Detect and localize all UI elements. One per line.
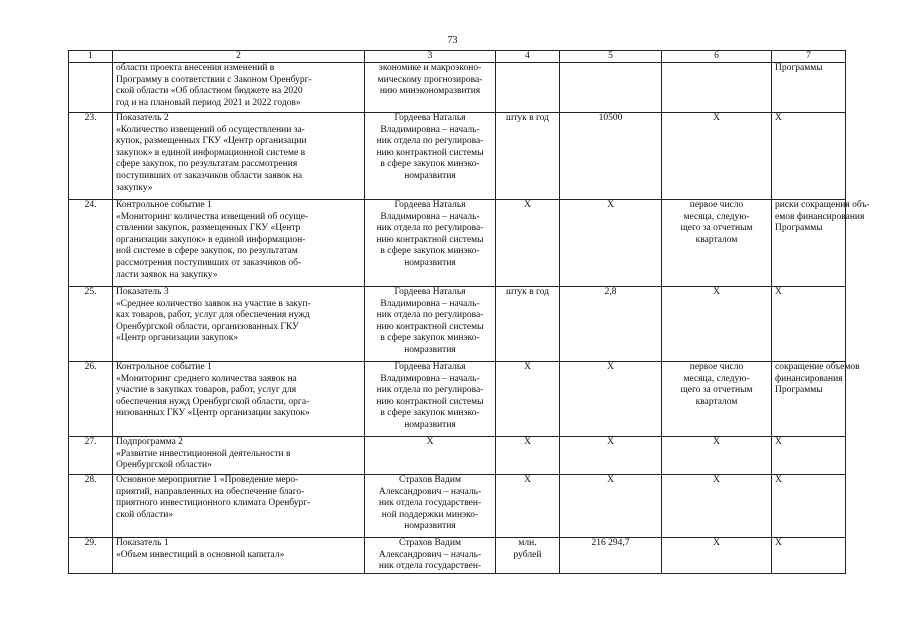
- deadline-cell: [662, 63, 772, 113]
- value-cell: [560, 287, 662, 362]
- table-row: [69, 113, 846, 200]
- column-number-header-row: [69, 51, 846, 63]
- cell-text-line: Владимировна – началь-: [380, 124, 480, 135]
- program-table: [68, 50, 870, 574]
- cell-text-line: 2,8: [604, 287, 617, 297]
- column-header: 4: [496, 51, 560, 63]
- row-number-cell: 26.: [69, 362, 113, 437]
- risk-cell: [772, 63, 846, 113]
- cell-text-line: области проекта внесения изменений в: [116, 63, 275, 73]
- cell-text-line: X: [775, 475, 782, 485]
- cell-text-line: Страхов Вадим: [399, 538, 461, 548]
- cell-text-line: мическому прогнозирова-: [377, 74, 483, 85]
- row-number-cell: [69, 63, 113, 113]
- cell-text-line: Александрович – началь-: [378, 486, 482, 497]
- cell-text-line: «Объем инвестиций в основной капитал»: [116, 549, 285, 560]
- row-number-cell: 24.: [69, 200, 113, 287]
- table-row: [69, 437, 846, 475]
- responsible-cell: [365, 437, 496, 475]
- unit-cell: [496, 200, 560, 287]
- cell-text-line: Оренбургской области, организованных ГКУ: [116, 321, 299, 332]
- cell-text-line: штук в год: [506, 113, 549, 123]
- cell-text-line: «Центр организации закупок»: [116, 333, 239, 344]
- responsible-cell: [365, 538, 496, 574]
- cell-text-line: закупок» в единой информационной системе в: [116, 147, 306, 158]
- cell-text-line: Программы: [775, 63, 823, 73]
- cell-text-line: X: [524, 437, 531, 447]
- cell-text-line: Контрольное событие 1: [116, 200, 212, 210]
- cell-text-line: Программу в соответствии с Законом Оренбург-: [116, 74, 312, 85]
- cell-text-line: X: [524, 200, 531, 210]
- cell-text-line: Владимировна – началь-: [380, 373, 480, 384]
- cell-text-line: Подпрограмма 2: [116, 437, 183, 447]
- cell-text-line: X: [524, 475, 531, 485]
- cell-text-line: Программы: [775, 223, 823, 234]
- value-cell: [560, 113, 662, 200]
- deadline-cell: [662, 113, 772, 200]
- cell-text-line: X: [713, 475, 720, 485]
- cell-text-line: сфере закупок, по результатам рассмотрения: [116, 159, 298, 170]
- cell-text-line: Страхов Вадим: [399, 475, 461, 485]
- table-row: [69, 538, 846, 574]
- description-cell: [113, 113, 365, 200]
- cell-text-line: ской области»: [116, 509, 174, 520]
- deadline-cell: [662, 362, 772, 437]
- cell-text-line: X: [713, 538, 720, 548]
- table-row: [69, 287, 846, 362]
- unit-cell: [496, 362, 560, 437]
- cell-text-line: рассмотрения поступивших от заказчиков об-: [116, 257, 302, 268]
- description-cell: [113, 287, 365, 362]
- cell-text-line: нию контрактной системы: [376, 396, 484, 407]
- column-header: 1: [69, 51, 113, 63]
- cell-text-line: в сфере закупок минэко-: [380, 246, 480, 257]
- cell-text-line: Показатель 3: [116, 287, 169, 297]
- cell-text-line: приятий, направленных на обеспечение благо-: [116, 486, 305, 497]
- cell-text-line: номразвития: [404, 521, 456, 532]
- cell-text-line: в сфере закупок минэко-: [380, 333, 480, 344]
- cell-text-line: X: [524, 362, 531, 372]
- deadline-cell: [662, 437, 772, 475]
- cell-text-line: «Среднее количество заявок на участие в закуп-: [116, 298, 311, 309]
- column-header: 2: [113, 51, 365, 63]
- risk-cell: [772, 287, 846, 362]
- cell-text-line: X: [426, 437, 434, 447]
- value-cell: [560, 63, 662, 113]
- cell-text-line: ствлении закупок, размещенных ГКУ «Центр: [116, 223, 301, 234]
- cell-text-line: в сфере закупок минэко-: [380, 159, 480, 170]
- cell-text-line: X: [775, 437, 782, 447]
- cell-text-line: нию контрактной системы: [376, 321, 484, 332]
- cell-text-line: Гордеева Наталья: [394, 287, 466, 297]
- deadline-cell: [662, 538, 772, 574]
- cell-text-line: месяца, следую-: [683, 211, 750, 222]
- responsible-cell: [365, 287, 496, 362]
- cell-text-line: Гордеева Наталья: [394, 362, 466, 372]
- risk-cell: [772, 437, 846, 475]
- column-header: 3: [365, 51, 496, 63]
- cell-text-line: ной системе в сфере закупок, по результатам: [116, 246, 298, 257]
- cell-text-line: поступивших от заказчиков области заявок на: [116, 170, 303, 181]
- cell-text-line: Программы: [775, 385, 823, 396]
- cell-text-line: ник отдела по регулирова-: [376, 310, 484, 321]
- cell-text-line: млн.: [518, 538, 537, 548]
- cell-text-line: приятного инвестиционного климата Оренбург-: [116, 498, 311, 509]
- cell-text-line: ской области «Об областном бюджете на 2020: [116, 86, 303, 97]
- row-number-cell: 23.: [69, 113, 113, 200]
- description-cell: [113, 538, 365, 574]
- cell-text-line: Владимировна – началь-: [380, 211, 480, 222]
- deadline-cell: [662, 475, 772, 538]
- cell-text-line: номразвития: [404, 257, 456, 268]
- cell-text-line: Основное мероприятие 1 «Проведение меро-: [116, 475, 299, 485]
- row-number-cell: 25.: [69, 287, 113, 362]
- cell-text-line: ник отдела государствен-: [378, 498, 482, 509]
- cell-text-line: 216 294,7: [591, 538, 630, 548]
- risk-cell: [772, 200, 870, 287]
- description-cell: [113, 200, 365, 287]
- cell-text-line: номразвития: [404, 344, 456, 355]
- unit-cell: [496, 475, 560, 538]
- cell-text-line: номразвития: [404, 170, 456, 181]
- table-row: [69, 475, 846, 538]
- cell-text-line: экономике и макроэконо-: [378, 63, 482, 73]
- risk-cell: [772, 475, 846, 538]
- cell-text-line: X: [713, 437, 720, 447]
- unit-cell: [496, 113, 560, 200]
- cell-text-line: ник отдела государствен-: [378, 561, 482, 572]
- cell-text-line: Показатель 1: [116, 538, 169, 548]
- cell-text-line: риски сокращения объ-: [775, 200, 870, 210]
- cell-text-line: Гордеева Наталья: [394, 200, 466, 210]
- cell-text-line: Показатель 2: [116, 113, 169, 123]
- cell-text-line: первое число: [689, 200, 744, 210]
- responsible-cell: [365, 475, 496, 538]
- cell-text-line: 10500: [598, 113, 623, 123]
- table-row: [69, 63, 846, 113]
- row-number-cell: 29.: [69, 538, 113, 574]
- unit-cell: [496, 287, 560, 362]
- risk-cell: [772, 113, 846, 200]
- cell-text-line: нию минэкономразвития: [379, 86, 481, 97]
- cell-text-line: X: [607, 475, 614, 485]
- cell-text-line: номразвития: [404, 419, 456, 430]
- cell-text-line: штук в год: [506, 287, 549, 297]
- cell-text-line: в сфере закупок минэко-: [380, 408, 480, 419]
- cell-text-line: ласти заявок на закупку»: [116, 269, 218, 280]
- deadline-cell: [662, 287, 772, 362]
- description-cell: [113, 437, 365, 475]
- cell-text-line: финансирования: [775, 373, 843, 384]
- cell-text-line: нию контрактной системы: [376, 147, 484, 158]
- cell-text-line: Оренбургской области»: [116, 460, 212, 471]
- responsible-cell: [365, 362, 496, 437]
- cell-text-line: «Развитие инвестиционной деятельности в: [116, 448, 291, 459]
- description-cell: [113, 362, 365, 437]
- column-header: 7: [772, 51, 846, 63]
- cell-text-line: X: [607, 437, 614, 447]
- cell-text-line: Гордеева Наталья: [394, 113, 466, 123]
- cell-text-line: X: [607, 200, 614, 210]
- value-cell: [560, 475, 662, 538]
- value-cell: [560, 200, 662, 287]
- responsible-cell: [365, 63, 496, 113]
- cell-text-line: щего за отчетным: [680, 223, 753, 234]
- cell-text-line: обеспечения нужд Оренбургской области, орга-: [116, 396, 310, 407]
- cell-text-line: «Мониторинг количества извещений об осуще-: [116, 211, 309, 222]
- value-cell: [560, 437, 662, 475]
- cell-text-line: рублей: [513, 549, 542, 560]
- cell-text-line: X: [713, 113, 720, 123]
- cell-text-line: низованных ГКУ «Центр организации закупок»: [116, 408, 310, 419]
- value-cell: [560, 538, 662, 574]
- cell-text-line: кварталом: [695, 234, 738, 245]
- cell-text-line: сокращение объемов: [775, 362, 860, 372]
- cell-text-line: купок, размещенных ГКУ «Центр организации: [116, 136, 307, 147]
- cell-text-line: ной поддержки минэко-: [381, 509, 479, 520]
- cell-text-line: X: [713, 287, 720, 297]
- table-row: [69, 362, 846, 437]
- responsible-cell: [365, 200, 496, 287]
- unit-cell: [496, 437, 560, 475]
- risk-cell: [772, 538, 846, 574]
- cell-text-line: ках товаров, работ, услуг для обеспечения нужд: [116, 310, 310, 321]
- responsible-cell: [365, 113, 496, 200]
- deadline-cell: [662, 200, 772, 287]
- cell-text-line: ник отдела по регулирова-: [376, 385, 484, 396]
- value-cell: [560, 362, 662, 437]
- cell-text-line: участие в закупках товаров, работ, услуг для: [116, 385, 297, 396]
- cell-text-line: Александрович – началь-: [378, 549, 482, 560]
- cell-text-line: ник отдела по регулирова-: [376, 136, 484, 147]
- risk-cell: [772, 362, 860, 437]
- cell-text-line: нию контрактной системы: [376, 234, 484, 245]
- description-cell: [113, 475, 365, 538]
- table-row: [69, 200, 846, 287]
- cell-text-line: первое число: [689, 362, 744, 372]
- cell-text-line: ник отдела по регулирова-: [376, 223, 484, 234]
- cell-text-line: X: [775, 287, 782, 297]
- cell-text-line: организации закупок» в единой информацион-: [116, 234, 306, 245]
- cell-text-line: «Количество извещений об осуществлении за-: [116, 124, 305, 135]
- table-body: [69, 51, 870, 574]
- cell-text-line: емов финансирования: [775, 211, 865, 222]
- cell-text-line: щего за отчетным: [680, 385, 753, 396]
- cell-text-line: X: [607, 362, 614, 372]
- cell-text-line: «Мониторинг среднего количества заявок на: [116, 373, 297, 384]
- cell-text-line: Контрольное событие 1: [116, 362, 212, 372]
- cell-text-line: год и на плановый период 2021 и 2022 годов»: [116, 97, 301, 108]
- cell-text-line: Владимировна – началь-: [380, 298, 480, 309]
- cell-text-line: X: [775, 538, 782, 548]
- cell-text-line: X: [775, 113, 782, 123]
- row-number-cell: 27.: [69, 437, 113, 475]
- column-header: 5: [560, 51, 662, 63]
- unit-cell: [496, 63, 560, 113]
- cell-text-line: месяца, следую-: [683, 373, 750, 384]
- description-cell: [113, 63, 365, 113]
- row-number-cell: 28.: [69, 475, 113, 538]
- page-number: 73: [447, 35, 458, 46]
- column-header: 6: [662, 51, 772, 63]
- unit-cell: [496, 538, 560, 574]
- cell-text-line: кварталом: [695, 396, 738, 407]
- cell-text-line: закупку»: [116, 182, 153, 193]
